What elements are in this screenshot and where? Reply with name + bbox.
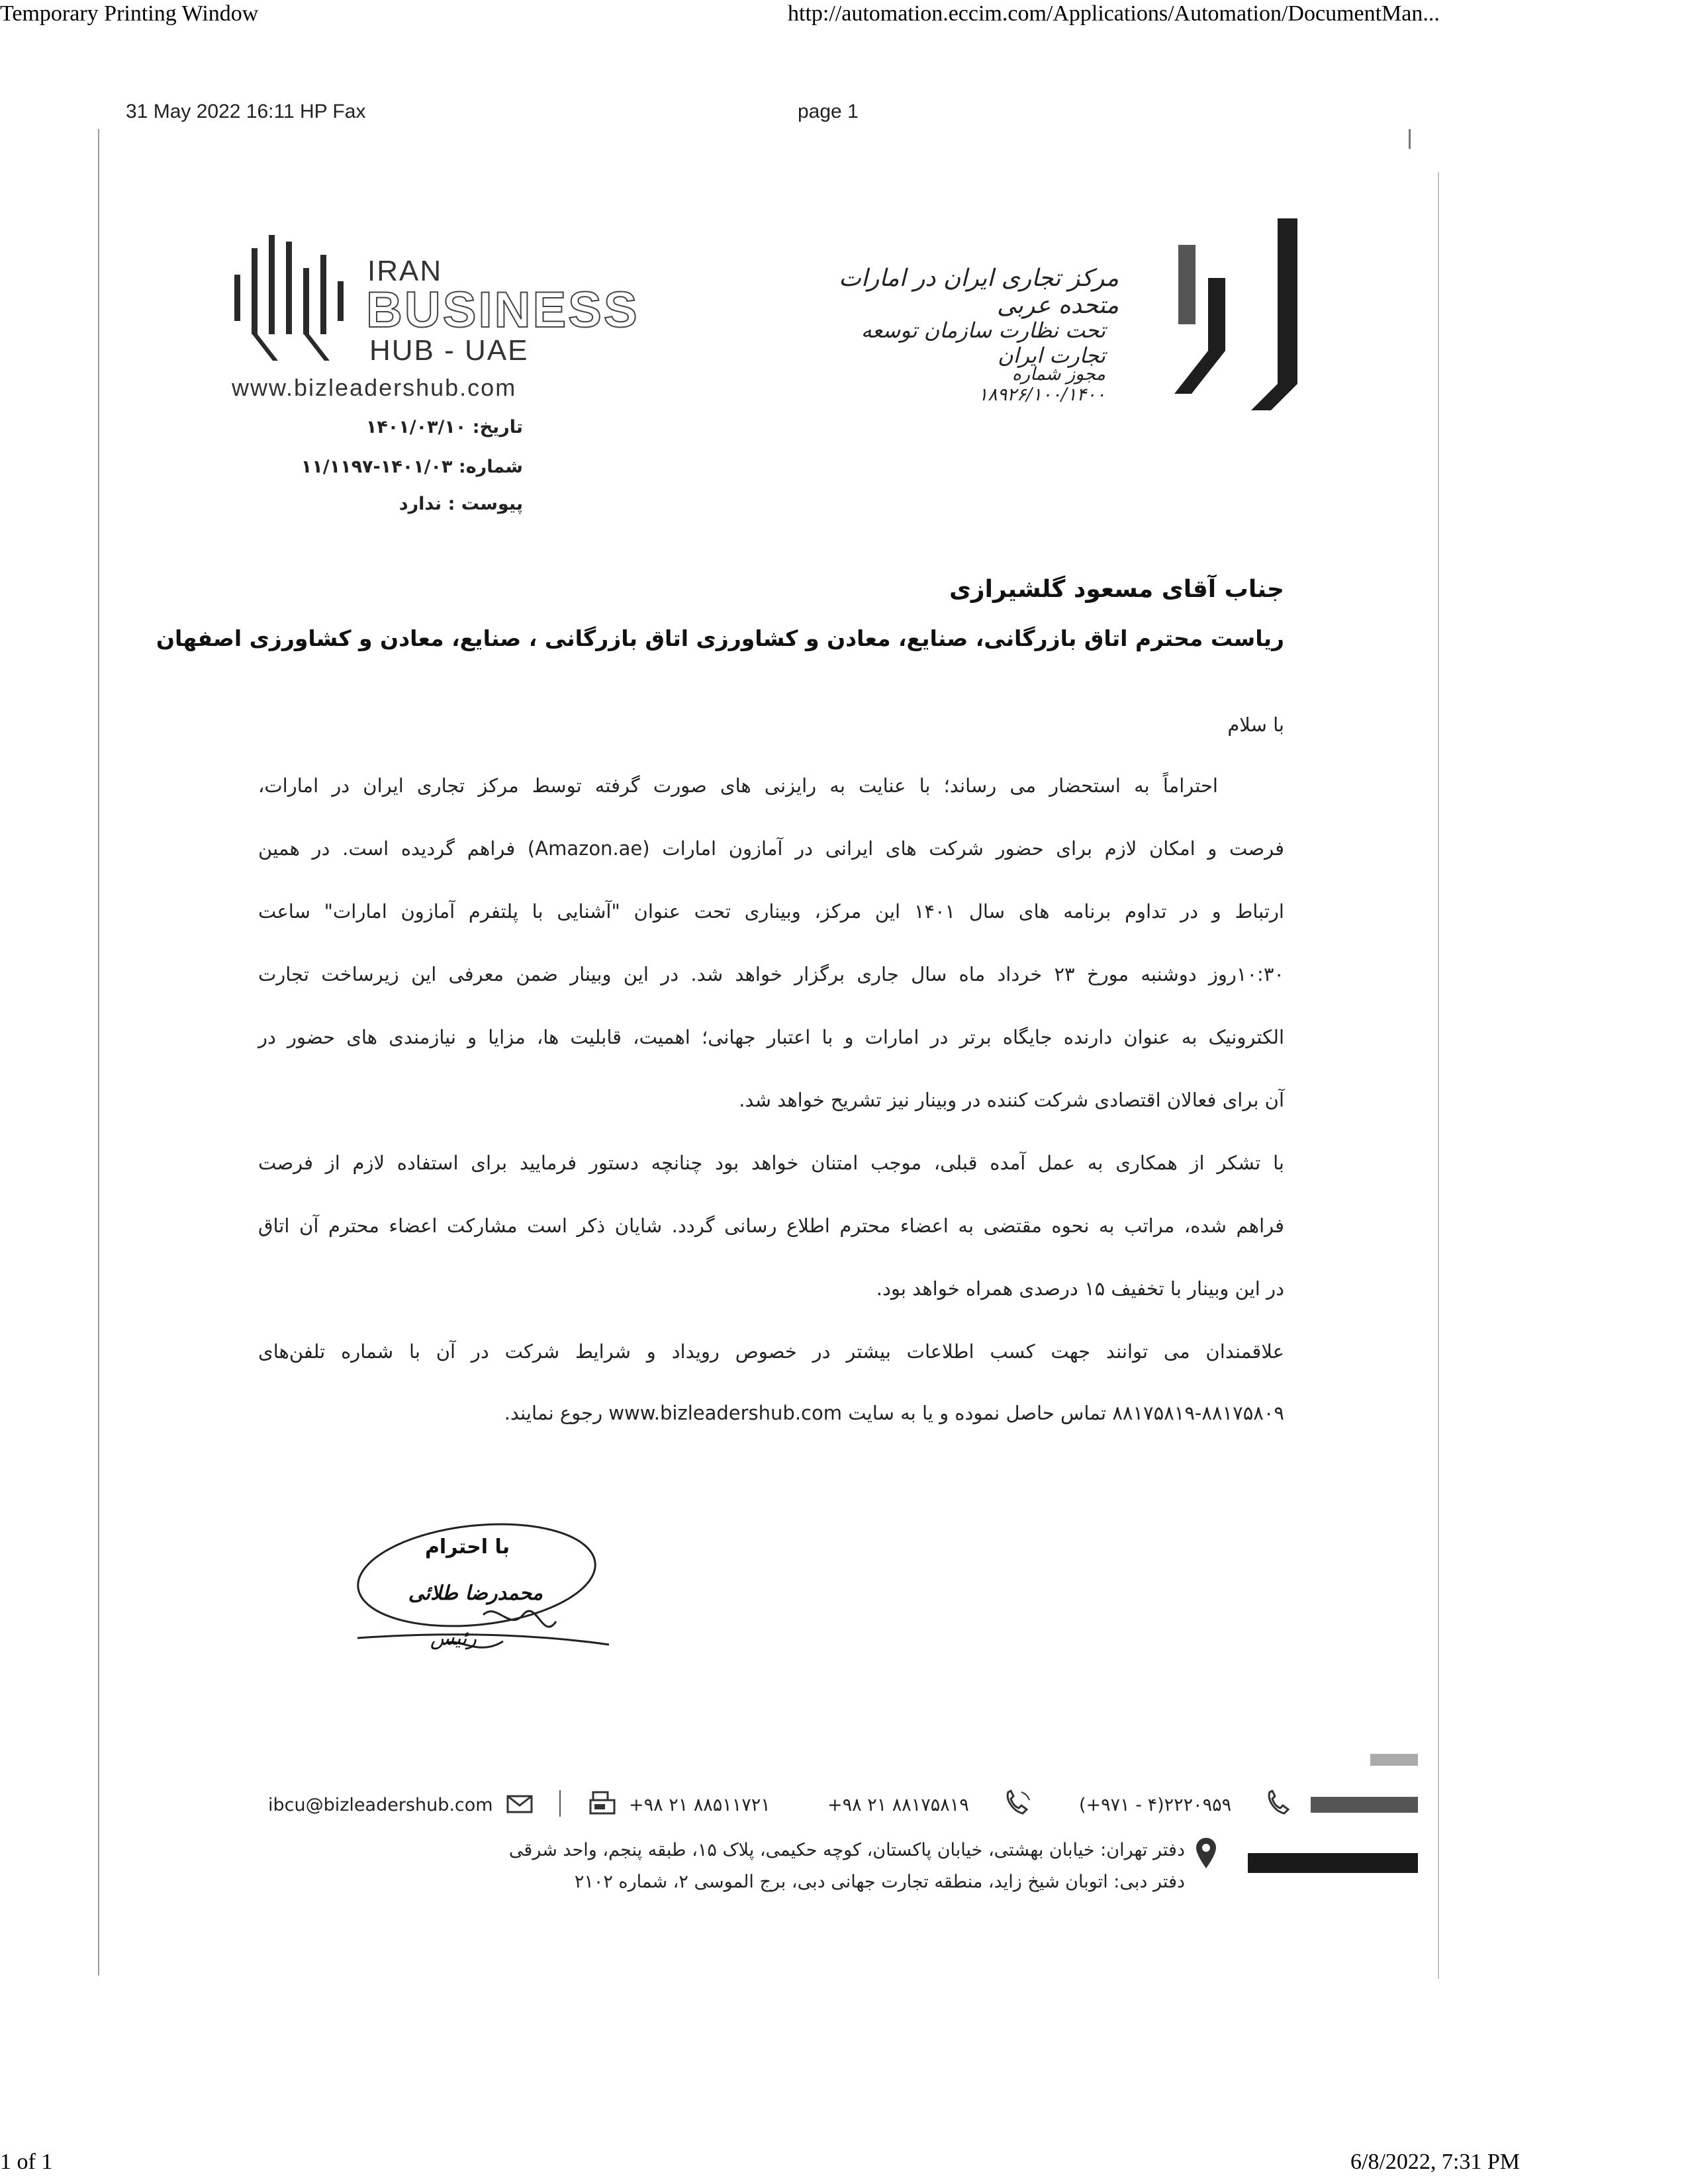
signatory-role: رئیس [430,1627,477,1650]
redacted-bar-2 [1248,1853,1418,1873]
print-datetime: 6/8/2022, 7:31 PM [1350,2150,1520,2174]
letter-attachment: پیوست : ندارد [399,494,523,514]
recipient-title: ریاست محترم اتاق بازرگانی، صنایع، معادن و کشاورزی اتاق بازرگانی ، صنایع، معادن و کشاورزی اصفهان [156,625,1284,651]
recipient-name: جناب آقای مسعود گلشیرازی [949,576,1284,603]
page-url: http://automation.eccim.com/Applications/Automation/DocumentMan... [788,1,1440,26]
fax-icon [589,1791,616,1816]
body-line-8: فراهم شده، مراتب به نحوه مقتضی به اعضاء محترم اطلاع رسانی گردد. شایان ذکر است مشارکت اعضاء محترم آن اتاق [258,1214,1284,1237]
logo-text-hub: HUB - UAE [369,334,529,367]
scan-edge-left [98,129,99,1976]
phone-icon-dubai [1264,1790,1293,1816]
body-line-5: الکترونیک به عنوان دارنده جایگاه برتر در امارات و با اعتبار جهانی؛ اهمیت، قابلیت ها، مزایا و نیازمندی های حضور در [258,1026,1284,1048]
body-line-2: فرصت و امکان لازم برای حضور شرکت های ایرانی در آمازون امارات (Amazon.ae) فراهم گردیده است. در همین [258,837,1284,860]
logo-website: www.bizleadershub.com [232,374,517,401]
email-icon [506,1794,533,1815]
footer-address-tehran: دفتر تهران: خیابان بهشتی، خیابان پاکستان، کوچه حکیمی، پلاک ۱۵، طبقه پنجم، واحد شرقی [508,1840,1185,1860]
phone-icon [1003,1790,1032,1816]
scan-mark [1409,129,1411,149]
footer-email: ibcu@bizleadershub.com [268,1795,493,1815]
supervision-line: تحت نظارت سازمان توسعه تجارت ایران [861,318,1105,368]
signature-closing: با احترام [424,1535,510,1559]
window-title: Temporary Printing Window [0,1,259,26]
body-line-7: با تشکر از همکاری به عمل آمده قبلی، موجب امتنان خواهد بود چنانچه دستور فرمایید برای استفاده لازم از فرصت [258,1152,1284,1174]
footer-phone-dubai: (+۹۷۱ - ۴)۲۲۲۰۹۵۹ [1079,1795,1232,1815]
signatory-name: محمدرضا طلائی [408,1582,543,1605]
body-line-3: ارتباط و در تداوم برنامه های سال ۱۴۰۱ این مرکز، وبیناری تحت عنوان "آشنایی با پلتفرم آمازون امارات" ساعت [258,900,1284,923]
letter-number: شماره: ۱۴۰۱/۰۳-۱۱/۱۱۹۷ [301,457,523,477]
scan-noise [1370,1754,1418,1766]
license-number: مجوز شماره ۱۸۹۲۶/۱۰۰/۱۴۰۰ [978,364,1105,405]
iran-business-hub-logo-icon [232,235,351,361]
iran-trade-center-logo-icon [1172,218,1311,410]
scan-edge-right [1438,172,1439,1979]
body-line-10: علاقمندان می توانند جهت کسب اطلاعات بیشتر در خصوص رویداد و شرایط شرکت در آن با شماره تلفن‌های [258,1340,1284,1363]
body-line-11: ۸۸۱۷۵۸۱۹-۸۸۱۷۵۸۰۹ تماس حاصل نموده و یا به سایت www.bizleadershub.com رجوع نمایند. [504,1402,1284,1424]
greeting: با سلام [1227,713,1284,736]
footer-phone-tehran: +۹۸ ۲۱ ۸۸۱۷۵۸۱۹ [827,1795,969,1815]
body-line-4: ۱۰:۳۰روز دوشنبه مورخ ۲۳ خرداد ماه سال جاری برگزار خواهد شد. در این وبینار ضمن معرفی این زیرساخت تجارت [258,963,1284,985]
logo-text-business: BUSINESS [366,282,639,338]
center-name-persian: مرکز تجاری ایران در امارات متحده عربی [839,265,1119,319]
redacted-bar-1 [1311,1797,1418,1813]
footer-divider [559,1790,561,1817]
location-pin-icon [1195,1837,1217,1870]
body-line-1: احتراماً به استحضار می رساند؛ با عنایت به رایزنی های صورت گرفته توسط مرکز تجاری ایران در امارات، [258,774,1218,797]
fax-page: page 1 [798,101,859,122]
footer-fax: +۹۸ ۲۱ ۸۸۵۱۱۷۲۱ [629,1795,771,1815]
logo-text-iran: IRAN [367,255,443,287]
body-line-6: آن برای فعالان اقتصادی شرکت کننده در وبینار نیز تشریح خواهد شد. [739,1089,1284,1111]
body-line-9: در این وبینار با تخفیف ۱۵ درصدی همراه خواهد بود. [876,1277,1284,1300]
fax-date: 31 May 2022 16:11 HP Fax [126,101,366,122]
page-count: 1 of 1 [0,2150,53,2174]
letter-date: تاریخ: ۱۴۰۱/۰۳/۱۰ [365,417,523,437]
footer-address-dubai: دفتر دبی: اتوبان شیخ زاید، منطقه تجارت جهانی دبی، برج الموسی ۲، شماره ۲۱۰۲ [574,1872,1185,1892]
